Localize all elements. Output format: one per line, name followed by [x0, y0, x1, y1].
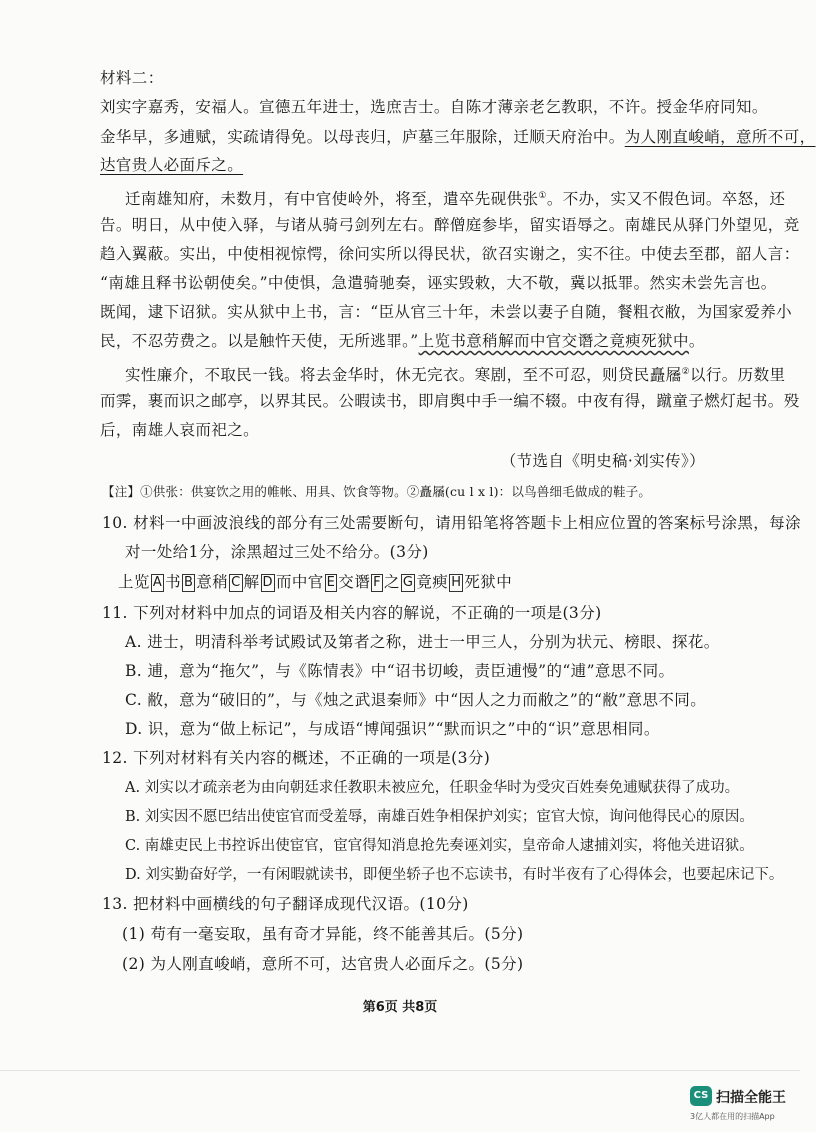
question-12-option-c: C. 南雄吏民上书控诉出使宦官，宦官得知消息抢先奏诬刘实，皇帝命人逮捕刘实，将他关进诏狱。 [125, 838, 754, 854]
passage-text: 金华早，多逋赋，实疏请得免。以母丧归，庐墓三年服除，迁顺天府治中。 [100, 128, 625, 146]
segment-text: 上览 [118, 573, 150, 591]
question-12-option-d: D. 刘实勤奋好学，一有闲暇就读书，即便坐轿子也不忘读书，有时半夜有了心得体会，也要起床记下。 [125, 867, 784, 883]
segment-text: 解 [243, 573, 260, 591]
passage-text: 以行。历数里 [689, 366, 786, 384]
footnote: 【注】①供张：供宴饮之用的帷帐、用具、饮食等物。②矗屩(cu l x l)：以鸟兽细毛做成的鞋子。 [102, 484, 652, 499]
segment-text: 而中官 [275, 573, 324, 591]
segment-text: 竟瘐 [416, 573, 449, 591]
break-option-row [118, 572, 698, 592]
passage-line: 既闻，逮下诏狱。实从狱中上书，言：“臣从官三十年，未尝以妻子自随，餐粗衣敝，为国家爱养小 [100, 303, 793, 321]
question-11-stem: 11. 下列对材料中加点的词语及相关内容的解说，不正确的一项是(3分) [102, 604, 602, 622]
segment-text: 死狱中 [464, 573, 513, 591]
question-10-stem: 10. 材料一中画波浪线的部分有三处需要断句，请用铅笔将答题卡上相应位置的答案标号涂黑，每涂 [102, 514, 801, 532]
footnote-mark: ② [681, 367, 690, 377]
passage-line: 而霁，裹而识之邮亭，以界其民。公暇读书，即肩舆中手一编不辍。中夜有得，蹴童子燃灯起书。殁 [100, 392, 800, 410]
segment-text: 之 [384, 573, 400, 591]
page-footer: 第6页 共8页 [362, 1000, 438, 1015]
passage-line: 告。明日，从中使入驿，与诸从骑弓剑列左右。醉僧庭参毕，留实语辱之。南雄民从驿门外望见，竞 [100, 216, 800, 234]
break-box-h[interactable]: H [451, 575, 462, 590]
segment-text: 意稍 [196, 573, 229, 591]
passage-text: 。不办，实又不假色词。卒怒，还 [546, 190, 786, 208]
segment-text: 交谮 [338, 573, 371, 591]
passage-line: 趋入翼蔽。实出，中使相视惊愕，徐问实所以得民状，欲召实谢之，实不往。中使去至郡，韶人言： [100, 245, 800, 263]
break-box-a[interactable]: A [152, 575, 163, 590]
question-11-option-c: C. 敝，意为“破旧的”，与《烛之武退秦师》中“因人之力而敝之”的“敝”意思不同。 [125, 691, 707, 709]
question-13-sentence-2: (2) 为人刚直峻峭，意所不可，达官贵人必面斥之。(5分) [122, 955, 524, 973]
break-box-g[interactable]: G [402, 575, 414, 590]
source-citation: （节选自《明史稿·刘实传》） [500, 452, 705, 470]
question-11-option-b: B. 逋，意为“拖欠”，与《陈情表》中“诏书切峻，责臣逋慢”的“逋”意思不同。 [125, 662, 675, 680]
passage-line [125, 362, 786, 385]
brand-name: 扫描全能王 [716, 1090, 786, 1106]
break-box-e[interactable]: E [326, 575, 336, 590]
underlined-sentence: 达官贵人必面斥之。 [100, 156, 244, 174]
question-11-option-d: D. 识，意为“做上标记”，与成语“博闻强识”“默而识之”中的“识”意思相同。 [125, 720, 660, 738]
scanner-watermark [690, 1086, 798, 1126]
passage-text: 民，不忍劳费之。以是触忤天使，无所逃罪。” [100, 332, 419, 350]
break-box-d[interactable]: D [262, 575, 273, 590]
question-10-scoring: 对一处给1分，涂黑超过三处不给分。(3分) [125, 543, 429, 561]
break-box-f[interactable]: F [373, 575, 381, 590]
segment-text: 书 [165, 573, 182, 591]
question-12-option-a: A. 刘实以才疏亲老为由向朝廷求任教职未被应允，任职金华时为受灾百姓奏免逋赋获得了成功。 [125, 780, 740, 796]
question-13-stem: 13. 把材料中画横线的句子翻译成现代汉语。(10分) [102, 895, 469, 913]
passage-line [100, 127, 816, 147]
question-12-option-b: B. 刘实因不愿巴结出使宦官而受羞辱，南雄百姓争相保护刘实；宦官大惊，询问他得民心的原因。 [125, 809, 754, 825]
break-box-c[interactable]: C [231, 575, 241, 590]
divider [0, 1070, 800, 1071]
footnote-mark: ① [538, 191, 547, 201]
passage-text: 实性廉介，不取民一钱。将去金华时，休无完衣。寒剧，至不可忍，则贷民矗屩 [125, 366, 682, 384]
question-13-sentence-1: (1) 苟有一毫妄取，虽有奇才异能，终不能善其后。(5分) [122, 925, 524, 943]
passage-line [100, 155, 700, 175]
question-11-option-a: A. 进士，明清科举考试殿试及第者之称，进士一甲三人，分别为状元、榜眼、探花。 [125, 633, 720, 651]
passage-line: 后，南雄人哀而祀之。 [100, 421, 260, 439]
passage-line: 刘实字嘉秀，安福人。宣德五年进士，选庶吉士。自陈才薄亲老乞教职，不许。授金华府同知。 [100, 98, 768, 116]
passage-text: 。 [688, 332, 705, 350]
break-box-b[interactable]: B [184, 575, 194, 590]
underlined-sentence: 为人刚直峻峭，意所不可， [624, 128, 816, 146]
wavy-underlined-sentence: 上览书意稍解而中官交谮之竟瘐死狱中 [418, 332, 689, 350]
question-12-stem: 12. 下列对材料有关内容的概述，不正确的一项是(3分) [102, 749, 491, 767]
brand-tagline: 3亿人都在用的扫描App [690, 1112, 775, 1121]
passage-line [100, 331, 705, 351]
passage-line [125, 186, 786, 209]
camscanner-logo-icon: CS [690, 1086, 712, 1106]
passage-line: “南雄且释书讼朝使矣。”中使惧，急遣骑驰奏，诬实毁敕，大不敬，冀以抵罪。然实未尝先言也。 [100, 274, 777, 292]
passage-text: 迁南雄知府，未数月，有中官使岭外，将至，遣卒先砚供张 [125, 190, 539, 208]
material-heading: 材料二： [100, 69, 164, 87]
